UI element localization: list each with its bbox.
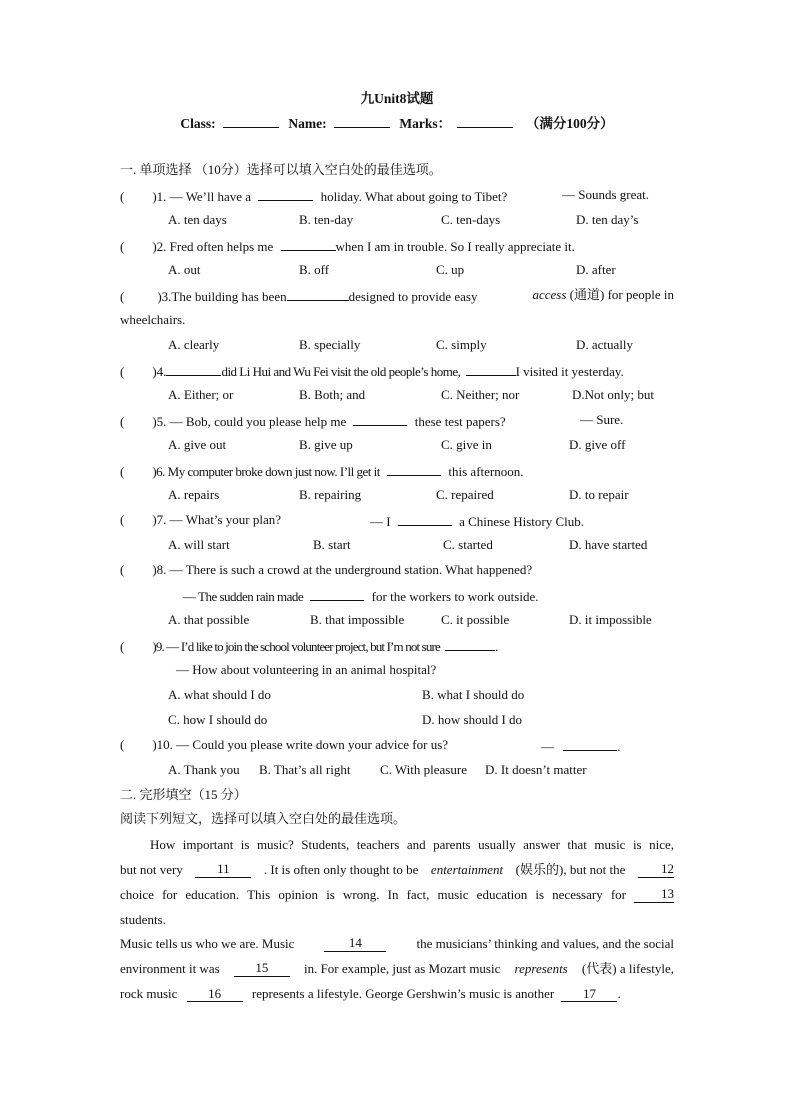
blank-8[interactable] (310, 587, 364, 601)
q1-option-a[interactable]: A. ten days (168, 212, 227, 227)
passage-p2-line2: environment it was 15 in. For example, just as Mozart music represents (代表) a lifestyle, (120, 960, 674, 976)
blank-7[interactable] (398, 512, 452, 526)
marks-label: Marks： (399, 116, 452, 131)
question-5: ( )5. — Bob, could you please help me these test papers? (120, 414, 506, 429)
question-4: ( )4. did Li Hui and Wu Fei visit the old people’s home, I visited it yesterday. (120, 364, 624, 379)
name-blank[interactable] (334, 114, 390, 128)
full-score-label: （满分100分） (525, 116, 614, 131)
blank-4a[interactable] (166, 362, 221, 376)
q4-option-a[interactable]: A. Either; or (168, 387, 234, 402)
q6-option-b[interactable]: B. repairing (299, 487, 362, 502)
q10-option-c[interactable]: C. With pleasure (380, 762, 467, 777)
q8-option-a[interactable]: A. that possible (168, 612, 250, 627)
question-10: ( )10. — Could you please write down your advice for us? (120, 737, 449, 752)
q5-option-b[interactable]: B. give up (299, 437, 353, 452)
q3-option-d[interactable]: D. actually (576, 337, 634, 352)
q7-option-b[interactable]: B. start (313, 537, 351, 552)
q7-response: — I a Chinese History Club. (370, 514, 585, 529)
q9-option-a[interactable]: A. what should I do (168, 687, 271, 702)
question-1: ( )1. — We’ll have a holiday. What about going to Tibet? (120, 189, 508, 204)
q8-option-b[interactable]: B. that impossible (310, 612, 405, 627)
question-8: ( )8. — There is such a crowd at the underground station. What happened? (120, 562, 533, 577)
student-info-line (0, 112, 794, 132)
q5-option-c[interactable]: C. give in (441, 437, 492, 452)
q10-option-d[interactable]: D. It doesn’t matter (485, 762, 587, 777)
q8-response: — The sudden rain made for the workers to work outside. (183, 589, 539, 604)
blank-6[interactable] (387, 462, 441, 476)
passage-p2-line1: Music tells us who we are. Music 14 the musicians’ thinking and values, and the social (120, 935, 674, 951)
passage-p1-line2: but not very 11 . It is often only thought to be entertainment (娱乐的), but not the 12 (120, 861, 674, 877)
blank-2[interactable] (281, 237, 336, 251)
q5-option-a[interactable]: A. give out (168, 437, 227, 452)
q1-response: — Sounds great. (562, 187, 650, 202)
class-blank[interactable] (223, 114, 279, 128)
passage-p1-line1: How important is music? Students, teachers and parents usually answer that music is nice, (150, 837, 674, 852)
q1-option-c[interactable]: C. ten-days (441, 212, 501, 227)
q10-response: — . (541, 739, 621, 754)
q3-option-c[interactable]: C. simply (436, 337, 487, 352)
exam-title: 九Unit8试题 (360, 91, 434, 106)
q8-option-c[interactable]: C. it possible (441, 612, 510, 627)
blank-1[interactable] (258, 187, 313, 201)
q1-option-d[interactable]: D. ten day’s (576, 212, 639, 227)
cloze-blank-16[interactable]: 16 (187, 987, 243, 1002)
q7-option-c[interactable]: C. started (443, 537, 493, 552)
blank-5[interactable] (353, 412, 407, 426)
q6-option-c[interactable]: C. repaired (436, 487, 494, 502)
blank-10[interactable] (563, 737, 617, 751)
section2-heading: 二. 完形填空（15 分） (120, 787, 247, 802)
blank-3[interactable] (287, 287, 349, 301)
q8-option-d[interactable]: D. it impossible (569, 612, 652, 627)
question-3: ( )3.The building has been designed to provide easy access (通道) for people in (120, 287, 674, 304)
cloze-blank-15[interactable]: 15 (234, 961, 290, 977)
q7-option-a[interactable]: A. will start (168, 537, 230, 552)
question-6: ( )6. My computer broke down just now. I’ll get it this afternoon. (120, 464, 524, 479)
q5-response: — Sure. (580, 412, 624, 427)
section1-heading: 一. 单项选择 （10分）选择可以填入空白处的最佳选项。 (120, 162, 442, 177)
class-label: Class: (180, 116, 216, 131)
q6-option-a[interactable]: A. repairs (168, 487, 220, 502)
q9-response: — How about volunteering in an animal hospital? (176, 662, 437, 677)
question-7: ( )7. — What’s your plan? (120, 512, 281, 527)
q7-option-d[interactable]: D. have started (569, 537, 648, 552)
marks-blank[interactable] (457, 114, 513, 128)
q10-option-a[interactable]: A. Thank you (168, 762, 240, 777)
q4-option-b[interactable]: B. Both; and (299, 387, 366, 402)
q2-option-b[interactable]: B. off (299, 262, 330, 277)
passage-p1-line3: choice for education. This opinion is wrong. In fact, music education is necessary for 13 (120, 886, 674, 902)
passage-p1-line4: students. (120, 912, 166, 927)
q4-option-d[interactable]: D.Not only; but (572, 387, 654, 402)
cloze-blank-12[interactable]: 12 (638, 862, 674, 878)
blank-9[interactable] (445, 637, 495, 651)
cloze-blank-11[interactable]: 11 (195, 862, 251, 878)
q9-option-b[interactable]: B. what I should do (422, 687, 525, 702)
blank-4b[interactable] (466, 362, 516, 376)
question-9: ( )9. — I’d like to join the school volunteer project, but I’m not sure . (120, 639, 499, 654)
q6-option-d[interactable]: D. to repair (569, 487, 629, 502)
q1-option-b[interactable]: B. ten-day (299, 212, 354, 227)
name-label: Name: (288, 116, 327, 131)
q2-option-a[interactable]: A. out (168, 262, 201, 277)
q2-option-c[interactable]: C. up (436, 262, 465, 277)
q3-option-a[interactable]: A. clearly (168, 337, 220, 352)
q2-option-d[interactable]: D. after (576, 262, 616, 277)
cloze-blank-13[interactable]: 13 (634, 887, 674, 903)
section2-instruction: 阅读下列短文，选择可以填入空白处的最佳选项。 (120, 811, 407, 826)
q10-option-b[interactable]: B. That’s all right (259, 762, 351, 777)
q9-option-c[interactable]: C. how I should do (168, 712, 268, 727)
q9-option-d[interactable]: D. how should I do (422, 712, 523, 727)
q4-option-c[interactable]: C. Neither; nor (441, 387, 520, 402)
cloze-blank-14[interactable]: 14 (324, 936, 386, 952)
question-3-continued: wheelchairs. (120, 312, 186, 327)
cloze-blank-17[interactable]: 17 (561, 987, 617, 1002)
q3-option-b[interactable]: B. specially (299, 337, 361, 352)
question-2: ( )2. Fred often helps me when I am in trouble. So I really appreciate it. (120, 239, 575, 254)
q5-option-d[interactable]: D. give off (569, 437, 626, 452)
passage-p2-line3: rock music 16 represents a lifestyle. George Gershwin’s music is another 17 . (120, 986, 621, 1001)
